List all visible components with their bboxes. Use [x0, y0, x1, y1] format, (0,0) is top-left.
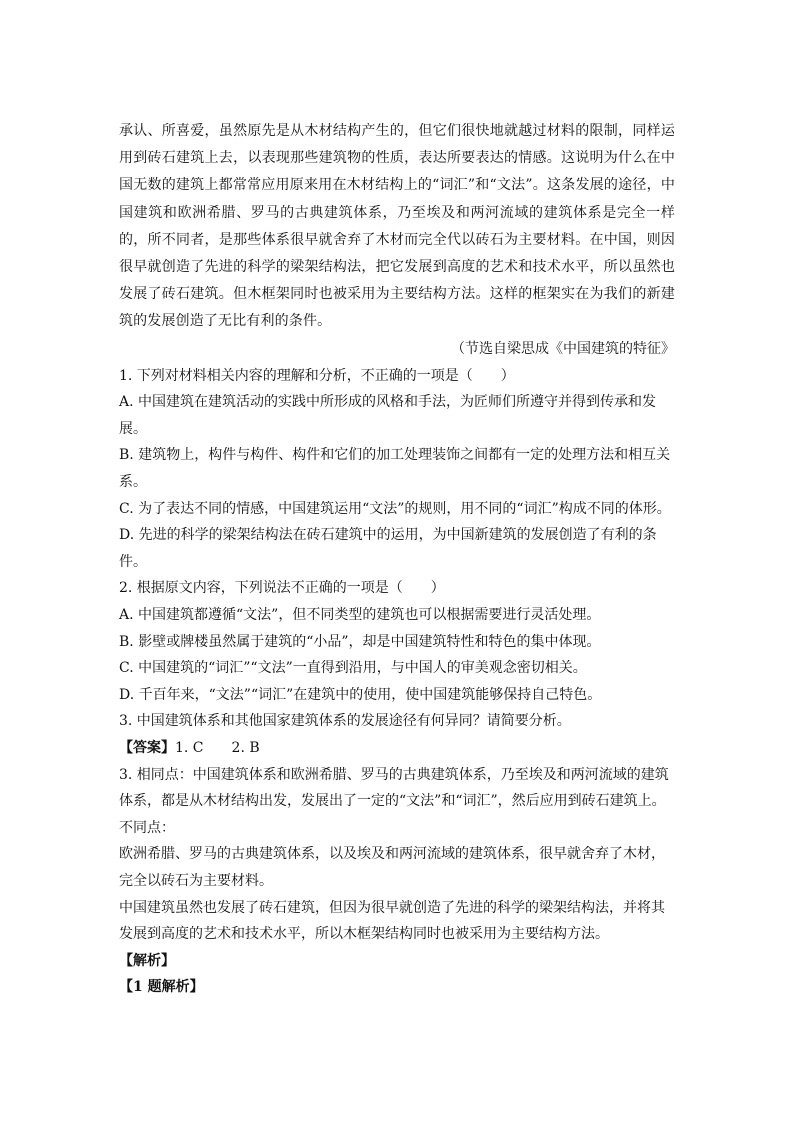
- answer-3-same: 3. 相同点：中国建筑体系和欧洲希腊、罗马的古典建筑体系，乃至埃及和两河流域的建筑体系，都是从木材结构出发，发展出了一定的“文法”和“词汇”，然后应用到砖石建筑上。: [119, 766, 669, 810]
- question-1-option-b: B. 建筑物上，构件与构件、构件和它们的加工处理装饰之间都有一定的处理方法和相互关系。: [119, 447, 671, 490]
- answer-3-diff-1: 欧洲希腊、罗马的古典建筑体系，以及埃及和两河流域的建筑体系，很早就舍弃了木材，完全以砖石为主要材料。: [119, 846, 665, 889]
- answer-line: [119, 735, 675, 762]
- question-1-option-c: C. 为了表达不同的情感，中国建筑运用“文法”的规则，用不同的“词汇”构成不同的体形。: [119, 500, 671, 517]
- question-2-option-c: C. 中国建筑的“词汇”“文法”一直得到沿用，与中国人的审美观念密切相关。: [119, 660, 587, 677]
- question-1-stem: 1. 下列对材料相关内容的理解和分析，不正确的一项是（ ）: [119, 367, 515, 384]
- answer-3-diff-2: 中国建筑虽然也发展了砖石建筑，但因为很早就创造了先进的科学的梁架结构法，并将其发展到高度的艺术和技术水平，所以木框架结构同时也被采用为主要结构方法。: [119, 899, 665, 943]
- question-1-option-d: D. 先进的科学的梁架结构法在砖石建筑中的运用，为中国新建筑的发展创造了有利的条件。: [119, 527, 657, 570]
- question-3-stem: 3. 中国建筑体系和其他国家建筑体系的发展途径有何异同？请简要分析。: [119, 713, 571, 730]
- answer-1: 1. C: [175, 739, 204, 756]
- question-1-option-a: A. 中国建筑在建筑活动的实践中所形成的风格和手法，为匠师们所遵守并得到传承和发展。: [119, 394, 657, 437]
- analysis-label: 【解析】: [119, 952, 175, 969]
- question-2-option-d: D. 千百年来，“文法”“词汇”在建筑中的使用，使中国建筑能够保持自己特色。: [119, 686, 602, 703]
- document-page: [119, 118, 675, 1001]
- question-2-option-a: A. 中国建筑都遵循“文法”，但不同类型的建筑也可以根据需要进行灵活处理。: [119, 606, 601, 623]
- question-2-option-b: B. 影壁或牌楼虽然属于建筑的“小品”，却是中国建筑特性和特色的集中体现。: [119, 633, 601, 650]
- answer-2: 2. B: [231, 739, 260, 756]
- answer-3-diff-label: 不同点：: [119, 819, 175, 836]
- passage-paragraph: 承认、所喜爱，虽然原先是从木材结构产生的，但它们很快地就越过材料的限制，同样运用到砖石建筑上去，以表现那些建筑物的性质，表达所要表达的情感。这说明为什么在中国无数的建筑上都常常应用原来用在木材结构上的“词汇”和“文法”。这条发展的途径，中国建筑和欧洲希腊、罗马的古典建筑体系，乃至埃及和两河流域的建筑体系是完全一样的，所不同者，是那些体系很早就舍弃了木材而完全代以砖石为主要材料。在中国，则因很早就创造了先进的科学的梁架结构法，把它发展到高度的艺术和技术水平，所以虽然也发展了砖石建筑。但木框架同时也被采用为主要结构方法。这样的框架实在为我们的新建筑的发展创造了无比有利的条件。: [119, 123, 675, 330]
- source-citation: （节选自梁思成《中国建筑的特征》: [451, 340, 675, 357]
- answer-label: 【答案】: [119, 739, 175, 756]
- question-2-stem: 2. 根据原文内容，下列说法不正确的一项是（ ）: [119, 580, 445, 597]
- analysis-sub-label: 【1 题解析】: [119, 979, 204, 996]
